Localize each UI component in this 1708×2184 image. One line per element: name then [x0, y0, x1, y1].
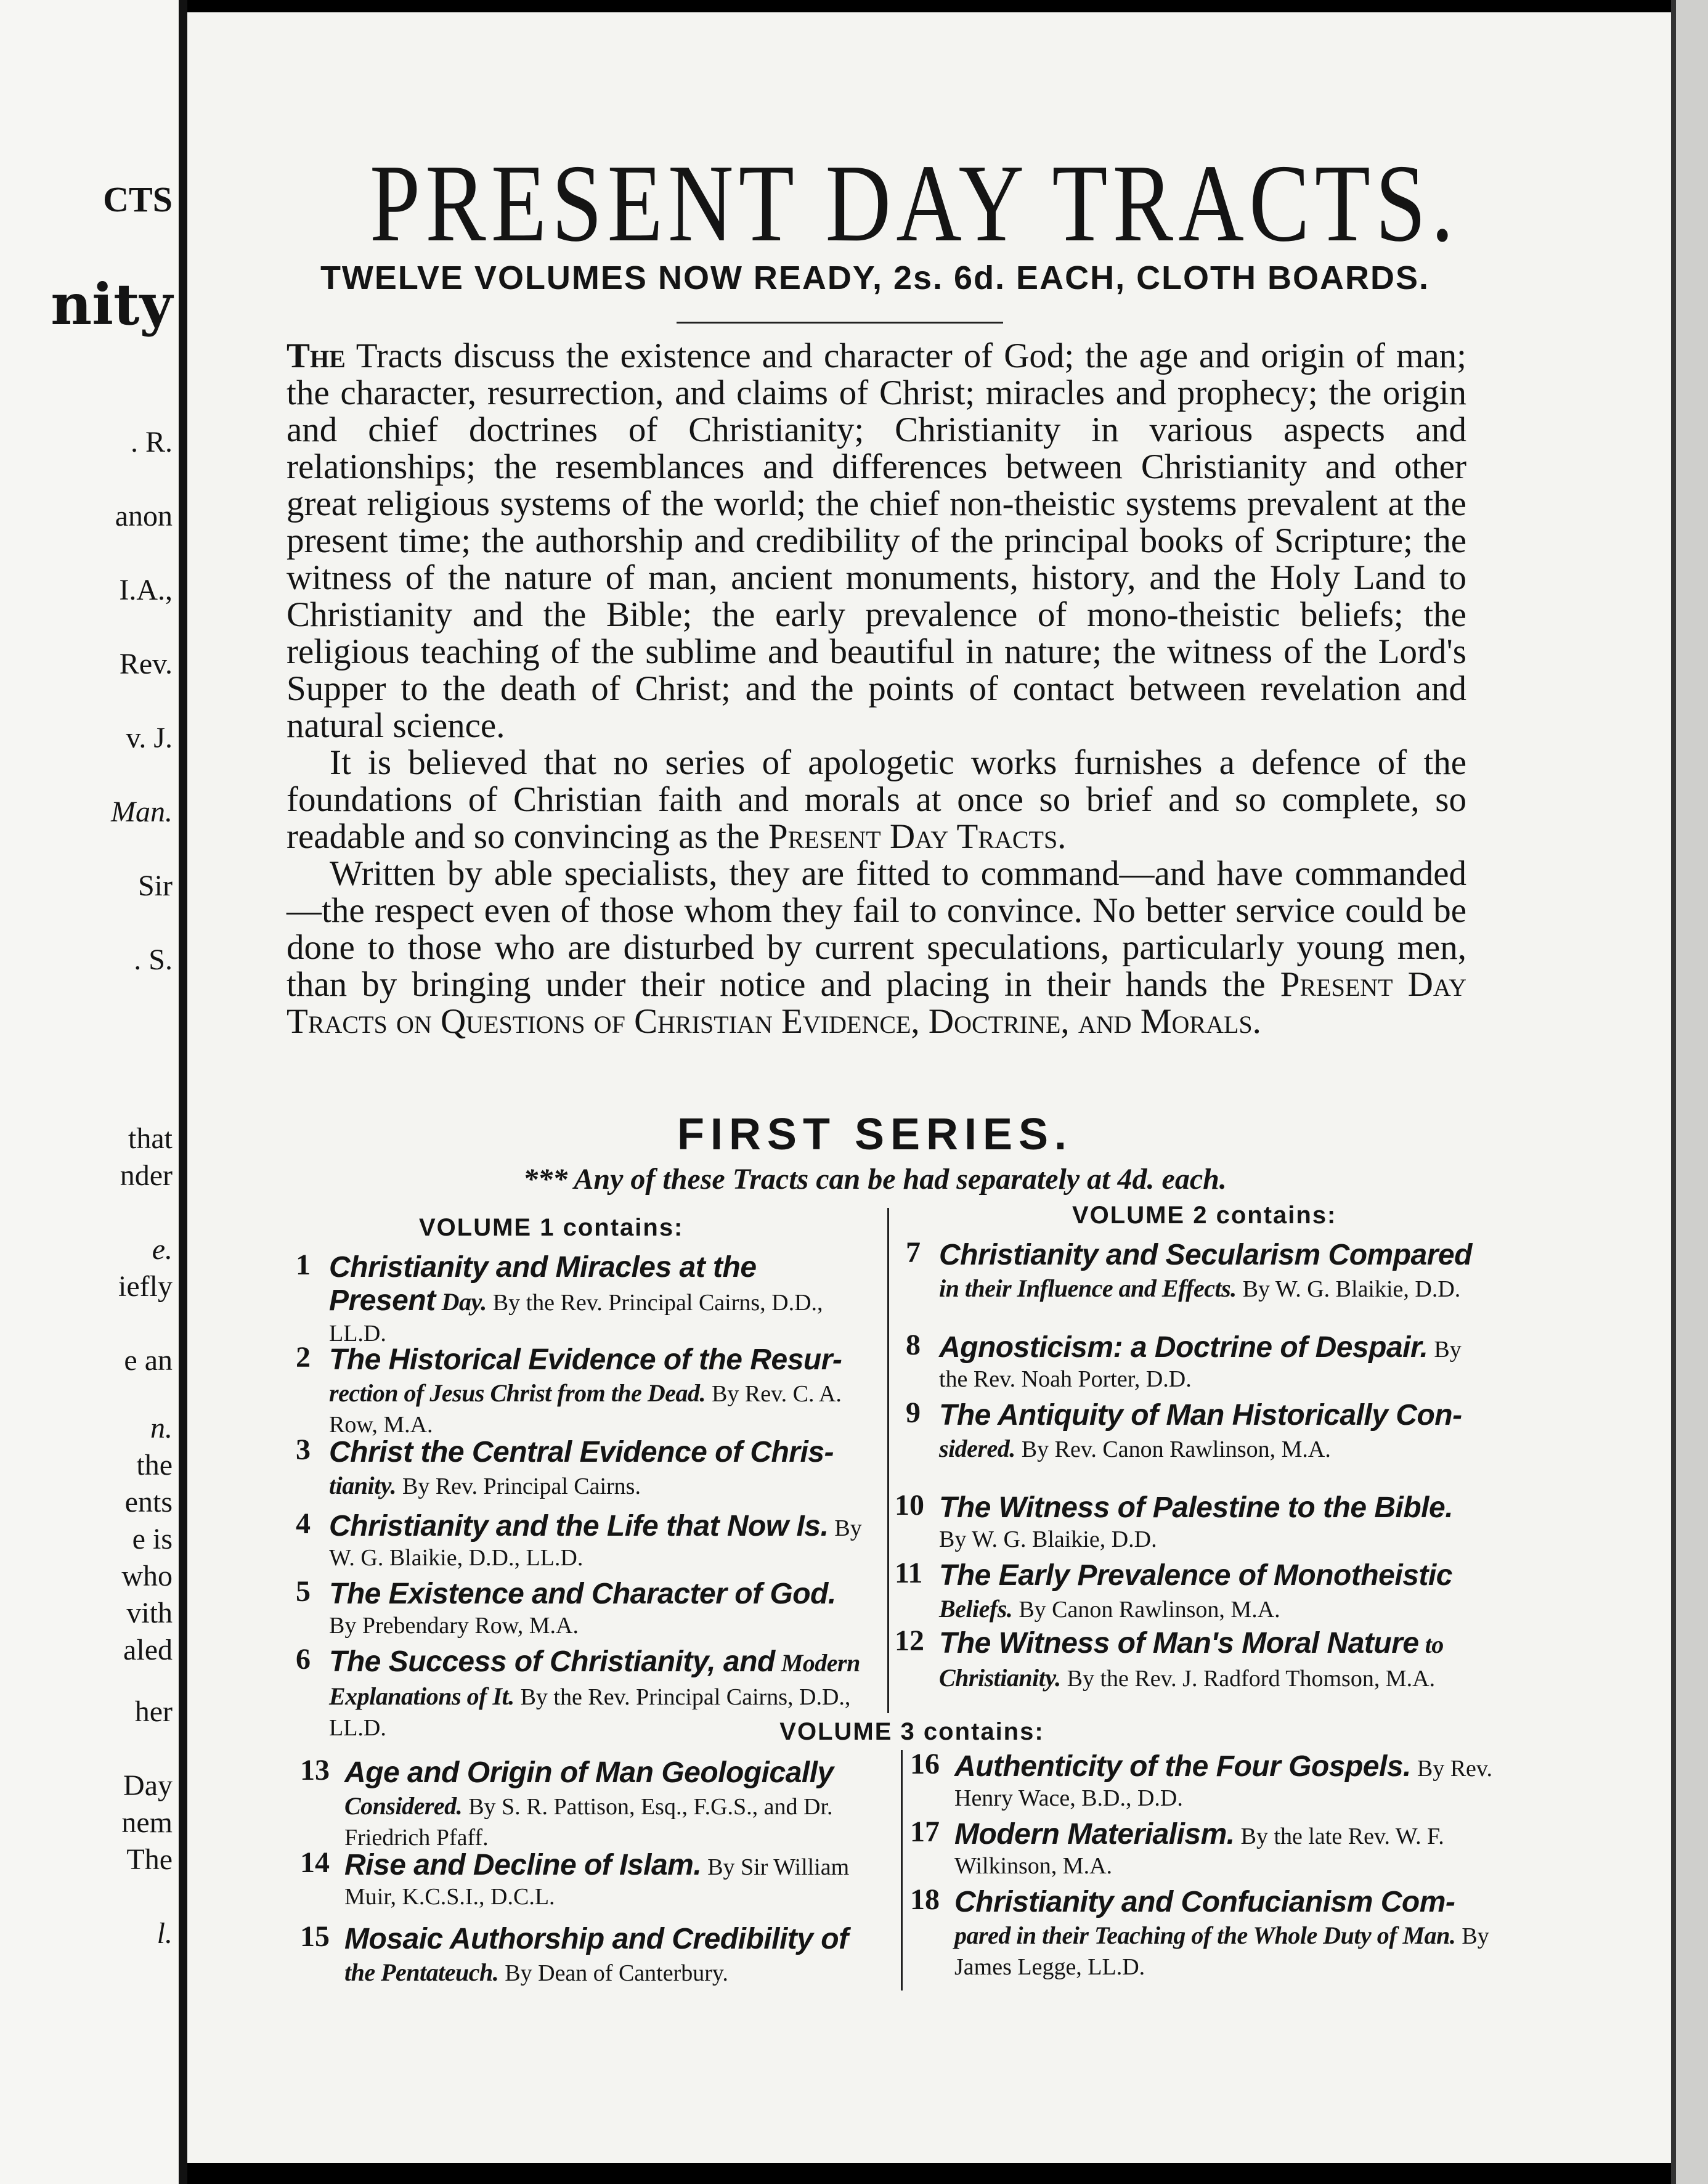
volume-1-heading: VOLUME 1 contains:: [419, 1214, 684, 1241]
tract-body: [939, 1627, 1485, 1695]
left-fragment: . R.: [130, 426, 173, 458]
tract-title-continued: Day.: [441, 1288, 487, 1316]
tract-title: The Witness of Palestine to the Bible.: [939, 1491, 1454, 1524]
tract-body: [329, 1251, 869, 1348]
left-fragment: iefly: [118, 1270, 173, 1303]
left-fragment: The: [126, 1843, 173, 1876]
volume-3-right-list: [910, 1748, 1494, 2003]
tract-number: 12: [895, 1624, 924, 1657]
tract-number: 18: [910, 1883, 940, 1916]
tract-author: By Rev. Canon Rawlinson, M.A.: [1021, 1436, 1331, 1462]
right-page-edge: [1671, 0, 1708, 2184]
tract-number: 3: [296, 1433, 311, 1466]
tract-author: By the Rev. Principal Cairns, D.D., LL.D.: [329, 1684, 851, 1741]
intro-paragraph-1: [287, 338, 1466, 744]
tract-title: Christ the Central Evidence of Chris-: [329, 1436, 834, 1469]
tract-body: [344, 1849, 878, 1911]
volume-3-left-list: [300, 1754, 878, 2003]
tract-number: 11: [895, 1557, 923, 1589]
tract-number: 1: [296, 1249, 311, 1281]
tract-title-continued: to Christianity.: [939, 1631, 1444, 1692]
tract-title: The Success of Christianity, and: [329, 1645, 775, 1678]
tract-body: [329, 1510, 869, 1572]
tract-author: By Canon Rawlinson, M.A.: [1019, 1597, 1280, 1623]
left-fragment: l.: [157, 1917, 173, 1950]
tract-body: [939, 1331, 1485, 1393]
tract-number: 2: [296, 1341, 311, 1374]
tract-number: 10: [895, 1489, 924, 1522]
tract-title: Agnosticism: a Doctrine of Despair.: [939, 1331, 1428, 1364]
series-note: *** Any of these Tracts can be had separately at 4d. each.: [523, 1163, 1227, 1196]
left-fragment: . S.: [134, 943, 173, 976]
tract-author: By the late Rev. W. F. Wilkinson, M.A.: [954, 1823, 1444, 1879]
intro-p2-text: It is believed that no series of apologetic works furnishes a defence of the foundations of Christian faith and morals at once so brief and so complete, so readable and so convincing as the: [287, 743, 1466, 856]
left-fragment: Sir: [137, 870, 173, 902]
tract-author: By W. G. Blaikie, D.D., LL.D.: [329, 1515, 862, 1571]
intro-p3-smallcaps: Present Day Tracts on Questions of Christian Evidence, Doctrine, and Morals.: [287, 965, 1466, 1041]
right-page-shadow: [1671, 0, 1676, 2184]
left-fragment: nder: [120, 1159, 173, 1192]
tract-number: 7: [906, 1236, 921, 1269]
intro-p2-smallcaps: Present Day Tracts.: [768, 817, 1067, 856]
left-fragment: anon: [115, 500, 173, 532]
series-heading: FIRST SERIES.: [677, 1110, 1073, 1159]
tract-body: [344, 1756, 878, 1852]
tract-title: Christianity and Confucianism Com-: [954, 1886, 1455, 1918]
tract-number: 14: [300, 1846, 330, 1879]
intro-paragraph-2: [287, 744, 1466, 855]
tract-body: [954, 1750, 1494, 1812]
tract-author: By Prebendary Row, M.A.: [329, 1613, 579, 1639]
book-gutter: [179, 0, 187, 2184]
tract-number: 9: [906, 1396, 921, 1429]
tract-title-continued: Beliefs.: [939, 1595, 1013, 1623]
tract-number: 17: [910, 1815, 940, 1848]
tract-author: By Rev. C. A. Row, M.A.: [329, 1381, 842, 1438]
tract-title: Rise and Decline of Islam.: [344, 1849, 702, 1881]
tract-body: [329, 1436, 869, 1502]
volume-2-list: [895, 1236, 1485, 1719]
tract-title: The Existence and Character of God.: [329, 1578, 836, 1610]
tract-title: The Historical Evidence of the Resur-: [329, 1343, 842, 1376]
left-fragment: e an: [124, 1344, 173, 1377]
left-fragment: v. J.: [126, 722, 173, 754]
tract-number: 8: [906, 1329, 921, 1361]
tract-author: By James Legge, LL.D.: [954, 1923, 1489, 1980]
tract-author: By Rev. Henry Wace, B.D., D.D.: [954, 1756, 1492, 1811]
left-fragment: her: [134, 1695, 173, 1728]
left-fragment: aled: [123, 1634, 173, 1666]
tract-number: 6: [296, 1643, 311, 1676]
left-fragment: nem: [121, 1806, 173, 1839]
tract-body: [939, 1399, 1485, 1465]
tract-number: 16: [910, 1748, 940, 1780]
tract-author: By W. G. Blaikie, D.D.: [1242, 1276, 1461, 1302]
tract-author: By the Rev. Principal Cairns, D.D., LL.D.: [329, 1290, 823, 1347]
tract-title-continued: rection of Jesus Christ from the Dead.: [329, 1379, 706, 1407]
intro-p3-text: Written by able specialists, they are fitted to command—and have commanded—the respect even of those whom they fail to convince. No better service could be done to those who are disturbed by current speculations, particularly young men, than by bringing under their notice and placing in their hands the: [287, 854, 1466, 1004]
intro-p1-text: Tracts discuss the existence and character of God; the age and origin of man; the character, resurrection, and claims of Christ; miracles and prophecy; the origin and chief doctrines of Christianity; Christianity in various aspects and relationships; the resemblances and differences between Christianity and other great religious systems of the world; the chief non-theistic systems prevalent at the present time; the authorship and credibility of the principal books of Scripture; the witness of the nature of man, ancient monuments, history, and the Holy Land to Christianity and the Bible; the early prevalence of mono-theistic beliefs; the religious teaching of the sublime and beautiful in nature; the witness of the Lord's Supper to the death of Christ; and the points of contact between revelation and natural science.: [287, 336, 1466, 745]
tract-author: By Rev. Principal Cairns.: [402, 1473, 641, 1499]
left-fragment: I.A.,: [119, 574, 173, 606]
tract-title: Christianity and Secularism Compared: [939, 1239, 1472, 1271]
tract-title-continued: Considered.: [344, 1792, 463, 1820]
title-rule: [677, 322, 1003, 324]
tract-title: Modern Materialism.: [954, 1818, 1235, 1851]
tract-body: [329, 1578, 869, 1640]
tract-title-continued: the Pentateuch.: [344, 1958, 499, 1986]
volume-3-heading: VOLUME 3 contains:: [779, 1718, 1044, 1745]
left-fragment: who: [121, 1560, 173, 1592]
volume-1-list: [296, 1249, 869, 1741]
left-fragment: vith: [126, 1597, 173, 1629]
tract-title: The Early Prevalence of Monotheistic: [939, 1559, 1452, 1592]
tract-title-continued: pared in their Teaching of the Whole Duty of Man.: [954, 1921, 1456, 1949]
left-page-text: [0, 0, 173, 2184]
tract-body: [344, 1923, 878, 1989]
tract-title: Christianity and Miracles at the Present: [329, 1251, 757, 1317]
tract-title-continued: tianity.: [329, 1472, 396, 1499]
left-fragment: ents: [124, 1486, 173, 1518]
tract-number: 4: [296, 1507, 311, 1540]
left-fragment: Rev.: [119, 648, 173, 680]
intro-paragraph-3: [287, 855, 1466, 1040]
tract-body: [954, 1886, 1494, 1981]
column-divider: [887, 1208, 889, 1713]
intro-lead-word: The: [287, 336, 346, 375]
tract-body: [954, 1818, 1494, 1880]
tract-body: [329, 1343, 869, 1439]
tract-title: The Antiquity of Man Historically Con-: [939, 1399, 1462, 1432]
tract-author: By Sir William Muir, K.C.S.I., D.C.L.: [344, 1854, 850, 1910]
column-divider-2: [901, 1750, 903, 1990]
tract-author: By the Rev. Noah Porter, D.D.: [939, 1337, 1462, 1392]
page-title: PRESENT DAY TRACTS.: [370, 142, 1459, 264]
left-fragment: the: [136, 1449, 173, 1481]
tract-title: Mosaic Authorship and Credibility of: [344, 1923, 848, 1955]
left-fragment: e is: [132, 1523, 173, 1555]
tract-title: The Witness of Man's Moral Nature: [939, 1627, 1419, 1660]
tract-title: Age and Origin of Man Geologically: [344, 1756, 834, 1789]
tract-title: Christianity and the Life that Now Is.: [329, 1510, 829, 1542]
tract-number: 5: [296, 1575, 311, 1608]
tract-title-continued: in their Influence and Effects.: [939, 1274, 1237, 1302]
page-subtitle: TWELVE VOLUMES NOW READY, 2s. 6d. EACH, CLOTH BOARDS.: [320, 259, 1430, 296]
left-fragment: Man.: [111, 796, 173, 828]
tract-author: By Dean of Canterbury.: [505, 1960, 728, 1986]
left-fragment: e.: [152, 1233, 173, 1266]
tract-title-continued: sidered.: [939, 1435, 1015, 1462]
tract-title-continued: Modern Explanations of It.: [329, 1649, 860, 1710]
volume-2-heading: VOLUME 2 contains:: [1072, 1202, 1337, 1229]
intro-text: [287, 338, 1466, 1040]
tract-body: [939, 1559, 1485, 1626]
tract-number: 13: [300, 1754, 330, 1787]
tract-author: By the Rev. J. Radford Thomson, M.A.: [1067, 1666, 1436, 1692]
left-fragment: n.: [150, 1412, 173, 1444]
tract-author: By S. R. Pattison, Esq., F.G.S., and Dr. Friedrich Pfaff.: [344, 1794, 833, 1851]
left-fragment: that: [128, 1122, 173, 1155]
tract-body: [939, 1491, 1485, 1554]
left-fragment: CTS: [103, 179, 173, 219]
tract-number: 15: [300, 1920, 330, 1953]
left-fragment: Day: [123, 1769, 173, 1802]
tract-author: By W. G. Blaikie, D.D.: [939, 1526, 1157, 1552]
tract-body: [939, 1239, 1485, 1305]
left-fragment: nity: [51, 271, 173, 338]
tract-title: Authenticity of the Four Gospels.: [954, 1750, 1411, 1783]
